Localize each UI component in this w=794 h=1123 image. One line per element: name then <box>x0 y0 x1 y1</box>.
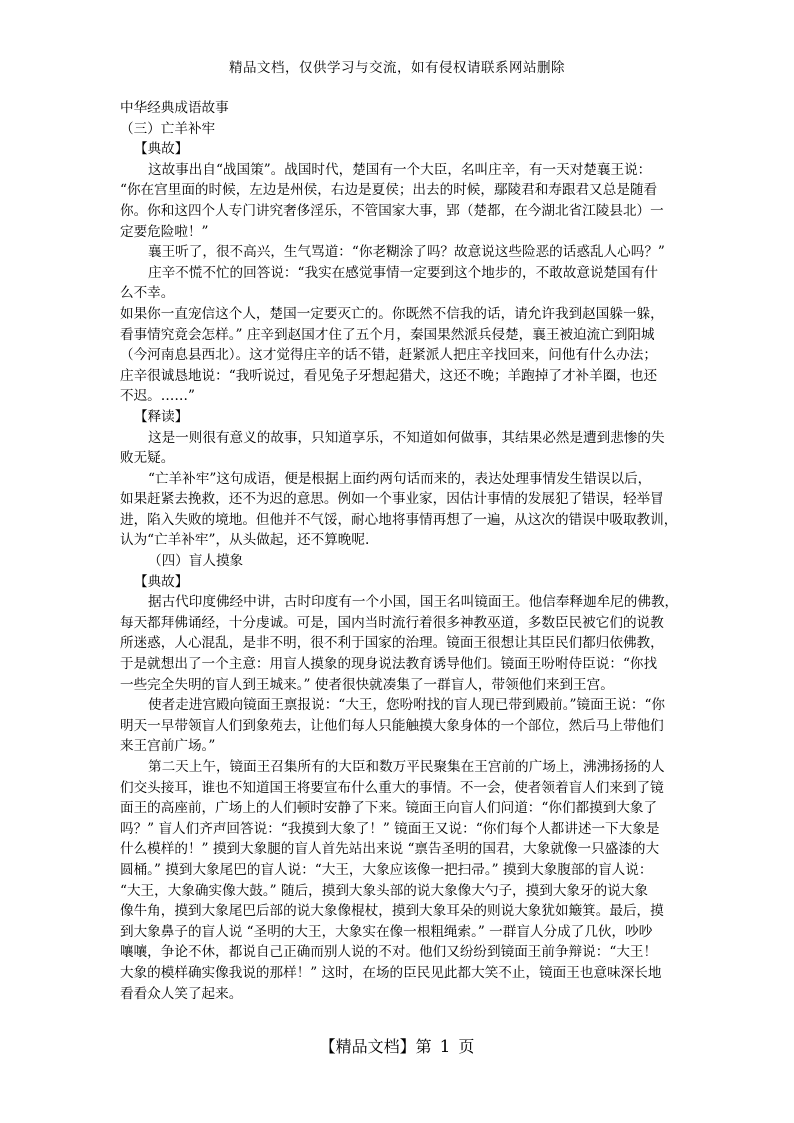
text-line: “亡羊补牢”这句成语，便是根据上面约两句话而来的，表达处理事情发生错误以后， <box>148 470 652 487</box>
page-number: 1 <box>439 1037 451 1057</box>
text-line: 一些完全失明的盲人到王城来。” 使者很快就凑集了一群盲人，带领他们来到王宫。 <box>120 676 614 693</box>
text-line: 看事情究竟会怎样。” 庄辛到赵国才住了五个月，秦国果然派兵侵楚，襄王被迫流亡到阳城 <box>120 326 655 343</box>
text-line: 定要危险啦！” <box>120 223 209 240</box>
text-line: 什么模样的！” 摸到大象腿的盲人首先站出来说 “禀告圣明的国君，大象就像一只盛漆的大 <box>120 841 660 858</box>
text-line: 到大象鼻子的盲人说 “圣明的大王，大象实在像一根粗绳索。” 一群盲人分成了几伙，吵吵 <box>120 923 653 940</box>
text-line: 如果你一直宠信这个人，楚国一定要灭亡的。你既然不信我的话，请允许我到赵国躲一躲， <box>120 305 664 322</box>
text-line: 这是一则很有意义的故事，只知道享乐，不知道如何做事，其结果必然是遭到悲惨的失 <box>148 429 665 446</box>
text-line: 据古代印度佛经中讲，古时印度有一个小国，国王名叫镜面王。他信奉释迦牟尼的佛教， <box>148 594 679 611</box>
text-line: 嚷嚷，争论不休，都说自己正确而别人说的不对。他们又纷纷到镜面王前争辩说：“大王！ <box>120 944 658 961</box>
text-line: 们交头接耳，谁也不知道国王将要宣布什么重大的事情。不一会，使者领着盲人们来到了镜 <box>120 779 664 796</box>
document-body <box>120 98 680 1004</box>
text-line: 所迷惑，人心混乱，是非不明，很不利于国家的治理。镜面王很想让其臣民们都归依佛教， <box>120 635 664 652</box>
text-line: 大象的模样确实像我说的那样！” 这时，在场的臣民见此都大笑不止，镜面王也意味深长地 <box>120 964 662 981</box>
text-line: 像牛角，摸到大象尾巴后部的说大象像棍杖，摸到大象耳朵的则说大象犹如簸箕。最后，摸 <box>120 903 664 920</box>
text-line: 如果赶紧去挽救，还不为迟的意思。例如一个事业家，因估计事情的发展犯了错误，轻举冒 <box>120 491 664 508</box>
text-line: 吗？” 盲人们齐声回答说：“我摸到大象了！” 镜面王又说：“你们每个人都讲述一下大象是 <box>120 820 660 837</box>
text-line: 明天一早带领盲人们到象苑去，让他们每人只能触摸大象身体的一个部位，然后马上带他们 <box>120 717 664 734</box>
text-line: 看看众人笑了起来。 <box>120 985 243 1002</box>
text-line: 圆桶。” 摸到大象尾巴的盲人说：“大王，大象应该像一把扫帚。” 摸到大象腹部的盲人说： <box>120 861 653 878</box>
text-line: 面王的高座前，广场上的人们顿时安静了下来。镜面王向盲人们问道：“你们都摸到大象了 <box>120 800 658 817</box>
text-line: 第二天上午，镜面王召集所有的大臣和数万平民聚集在王宫前的广场上，沸沸扬扬的人 <box>148 759 665 775</box>
text-line: “大王，大象确实像大鼓。” 随后，摸到大象头部的说大象像大勺子，摸到大象牙的说大象 <box>120 882 648 899</box>
text-line: 使者走进宫殿向镜面王禀报说：“大王，您吩咐找的盲人现已带到殿前。”镜面王说：“你 <box>148 697 666 714</box>
text-line: 【释读】 <box>134 408 189 425</box>
text-line: 认为“亡羊补牢”，从头做起，还不算晚呢. <box>120 532 370 549</box>
text-line: 襄王听了，很不高兴，生气骂道：“你老糊涂了吗？故意说这些险恶的话惑乱人心吗？” <box>148 244 665 261</box>
text-line: “你在宫里面的时候，左边是州侯，右边是夏侯；出去的时候，鄢陵君和寿跟君又总是随看 <box>120 182 658 199</box>
text-line: 么不幸。 <box>120 285 175 302</box>
text-line: 败无疑。 <box>120 450 175 467</box>
text-line: 庄辛很诚恳地说：“我听说过，看见兔子牙想起猎犬，这还不晚；羊跑掉了才补羊圈，也还 <box>120 367 658 384</box>
text-line: 【典故】 <box>134 141 189 158</box>
page-header: 精品文档，仅供学习与交流，如有侵权请联系网站删除 <box>229 60 565 76</box>
text-line: 进，陷入失败的境地。但他并不气馁，耐心地将事情再想了一遍，从这次的错误中吸取教训， <box>120 511 678 528</box>
text-line: 不迟。……” <box>120 388 195 405</box>
text-line: （三）亡羊补牢 <box>120 120 216 137</box>
page-footer <box>0 1034 794 1057</box>
footer-prefix: 【精品文档】第 <box>319 1037 432 1056</box>
text-line: （四）盲人摸象 <box>148 553 244 570</box>
text-line: 这故事出自“战国策”。战国时代，楚国有一个大臣，名叫庄辛，有一天对楚襄王说： <box>148 161 652 178</box>
text-line: 每天都拜佛诵经，十分虔诚。可是，国内当时流行着很多神教巫道，多数臣民被它们的说教 <box>120 614 664 631</box>
text-line: 中华经典成语故事 <box>120 100 229 116</box>
footer-suffix: 页 <box>458 1037 475 1056</box>
text-line: 于是就想出了一个主意：用盲人摸象的现身说法教育诱导他们。镜面王吩咐侍臣说：“你找 <box>120 656 658 673</box>
text-line: 【典故】 <box>134 573 189 590</box>
text-line: 庄辛不慌不忙的回答说：“我实在感觉事情一定要到这个地步的，不敢故意说楚国有什 <box>148 264 658 281</box>
text-line: 你。你和这四个人专门讲究奢侈淫乐，不管国家大事，郢（楚都，在今湖北省江陵县北）一 <box>120 202 664 219</box>
text-line: （今河南息县西北）。这才觉得庄辛的话不错，赶紧派人把庄辛找回来，问他有什么办法； <box>120 347 657 364</box>
text-line: 来王宫前广场。” <box>120 738 216 755</box>
